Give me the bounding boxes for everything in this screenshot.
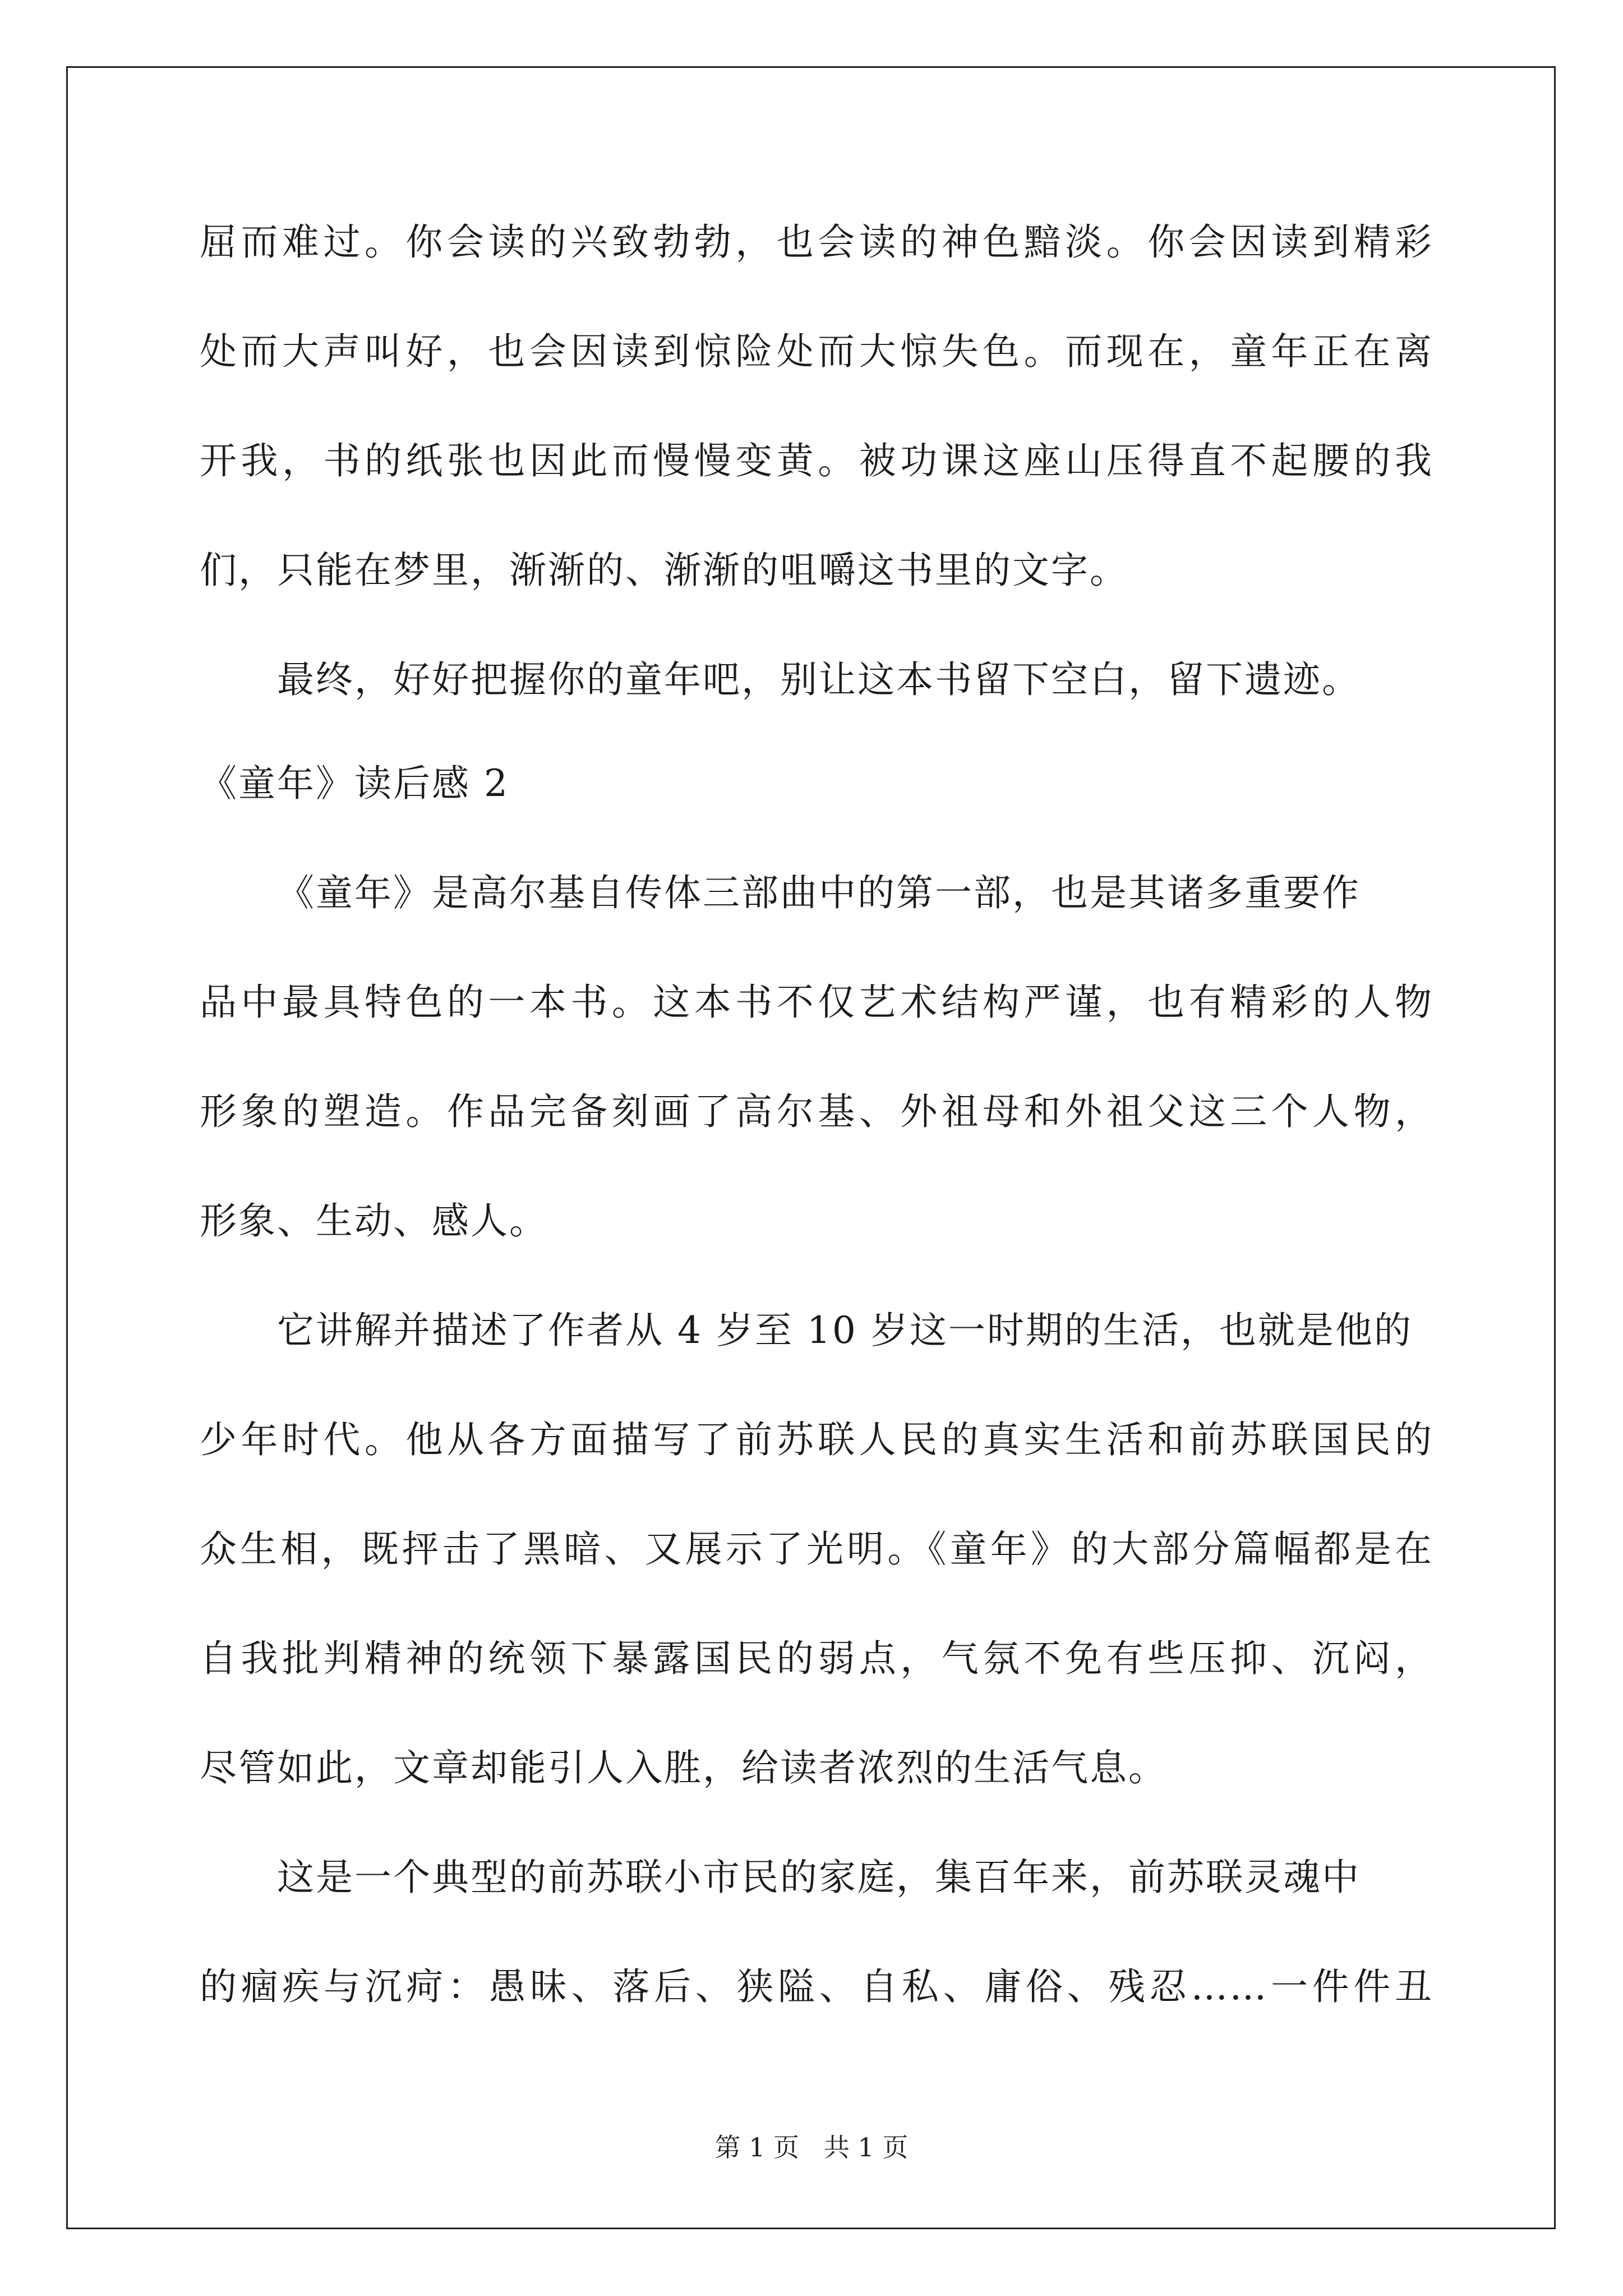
paragraph-line: 最终，好好把握你的童年吧，别让这本书留下空白，留下遗迹。 — [277, 658, 1361, 701]
paragraph-line: 这是一个典型的前苏联小市民的家庭，集百年来，前苏联灵魂中 — [277, 1856, 1361, 1899]
paragraph-line: 少年时代。他从各方面描写了前苏联人民的真实生活和前苏联国民的 — [200, 1418, 1433, 1461]
page-footer: 第 1 页 共 1 页 — [714, 2132, 909, 2162]
paragraph-line: 的痼疾与沉疴：愚昧、落后、狭隘、自私、庸俗、残忍……一件件丑 — [200, 1965, 1433, 2008]
paragraph-line: 众生相，既抨击了黑暗、又展示了光明。《童年》的大部分篇幅都是在 — [200, 1527, 1433, 1571]
section-heading: 《童年》读后感 2 — [200, 762, 509, 805]
paragraph-line: 屈而难过。你会读的兴致勃勃，也会读的神色黯淡。你会因读到精彩 — [200, 220, 1433, 264]
paragraph-line: 形象、生动、感人。 — [200, 1199, 548, 1243]
paragraph-line: 形象的塑造。作品完备刻画了高尔基、外祖母和外祖父这三个人物， — [200, 1090, 1433, 1133]
paragraph-line: 品中最具特色的一本书。这本书不仅艺术结构严谨，也有精彩的人物 — [200, 981, 1433, 1024]
paragraph-line: 它讲解并描述了作者从 4 岁至 10 岁这一时期的生活，也就是他的 — [277, 1309, 1413, 1352]
paragraph-line: 自我批判精神的统领下暴露国民的弱点，气氛不免有些压抑、沉闷， — [200, 1637, 1433, 1680]
paragraph-line: 开我，书的纸张也因此而慢慢变黄。被功课这座山压得直不起腰的我 — [200, 439, 1433, 482]
page-border — [66, 66, 1556, 2229]
paragraph-line: 们，只能在梦里，渐渐的、渐渐的咀嚼这书里的文字。 — [200, 549, 1128, 592]
paragraph-line: 处而大声叫好，也会因读到惊险处而大惊失色。而现在，童年正在离 — [200, 330, 1433, 373]
paragraph-line: 尽管如此，文章却能引人入胜，给读者浓烈的生活气息。 — [200, 1746, 1167, 1789]
paragraph-line: 《童年》是高尔基自传体三部曲中的第一部，也是其诸多重要作 — [277, 871, 1361, 914]
